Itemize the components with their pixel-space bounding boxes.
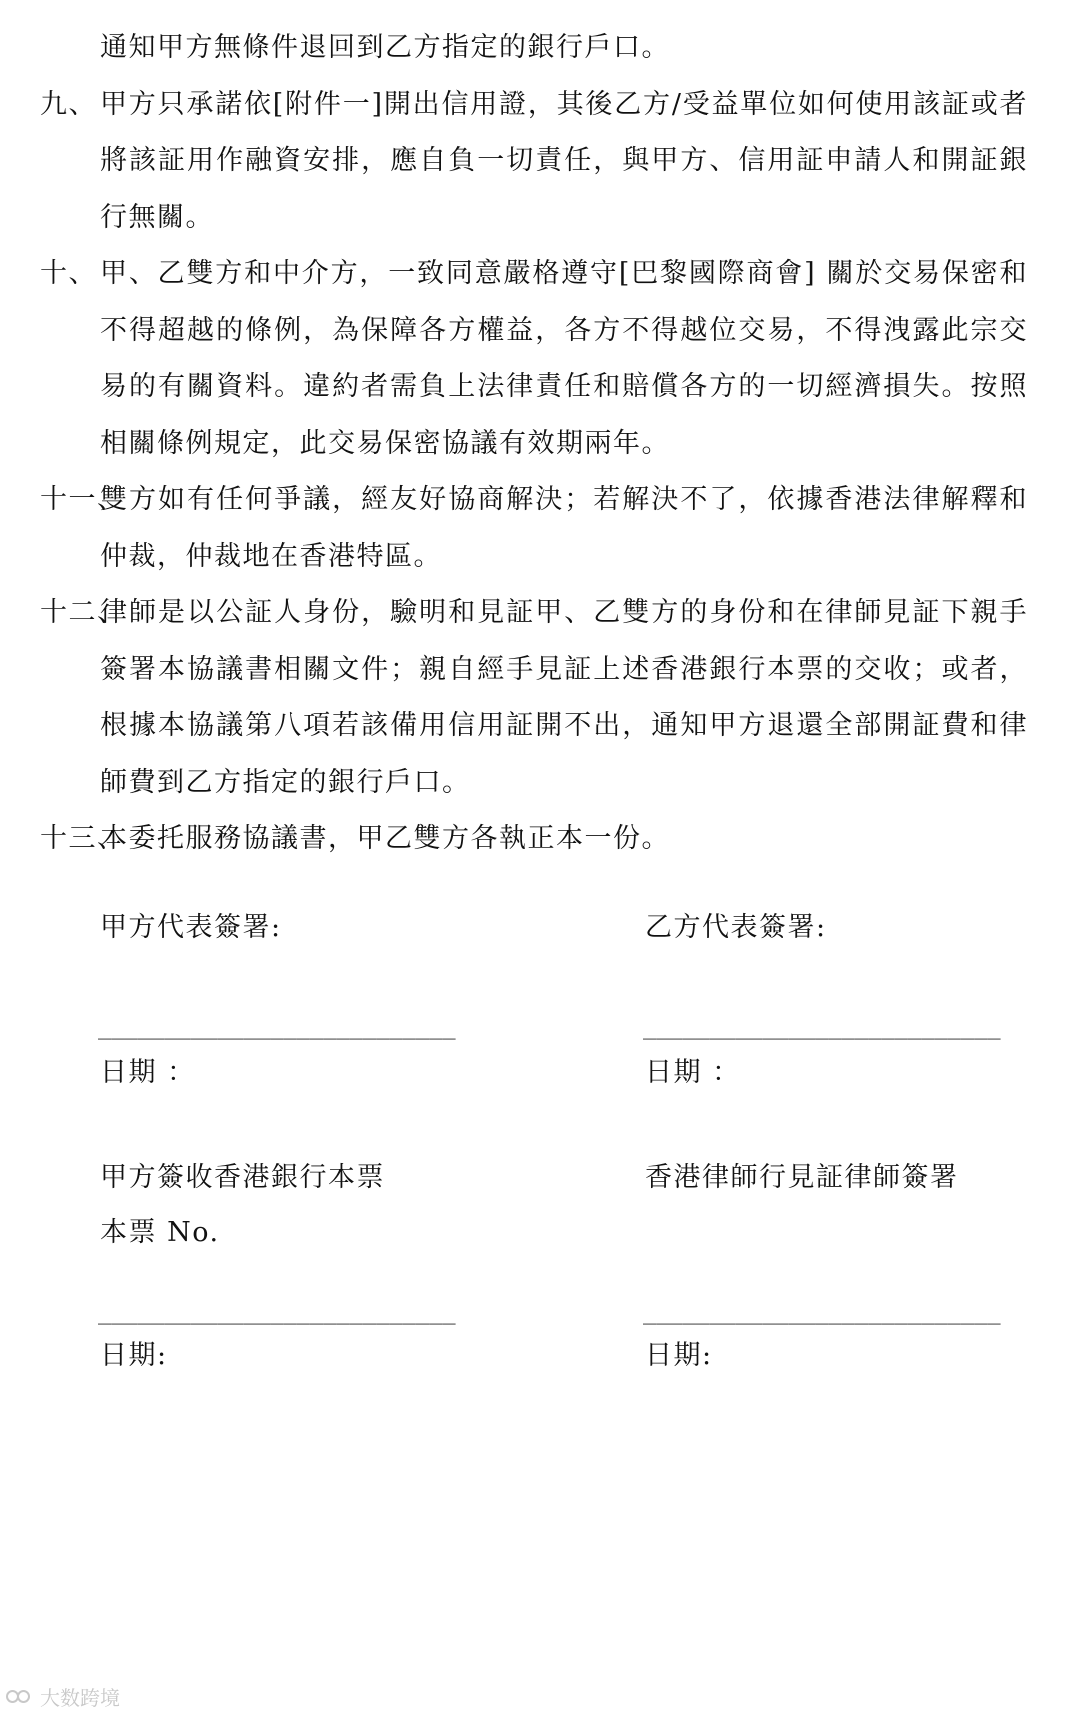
party-b-signature-line: ___________________________: [643, 1015, 1001, 1040]
cheque-number-label: 本票 No.: [100, 1217, 220, 1248]
lawyer-date-label: 日期:: [645, 1340, 713, 1371]
clause-9: [0, 77, 1080, 247]
lawyer-signature-line: ___________________________: [643, 1300, 1001, 1325]
clause-10: [0, 246, 1080, 472]
cheque-signature-line: ___________________________: [98, 1300, 456, 1325]
clause-text: 雙方如有任何爭議，經友好協商解決；若解決不了，依據香港法律解釋和仲裁，仲裁地在香港特區。: [100, 484, 1028, 572]
clause-number: 十、: [40, 258, 97, 289]
cheque-receipt-label: 甲方簽收香港銀行本票: [100, 1162, 385, 1193]
clause-number: 十二、: [40, 597, 126, 628]
clause-text: 甲方只承諾依[附件一]開出信用證，其後乙方/受益單位如何使用該証或者將該証用作融資安排，應自負一切責任，與甲方、信用証申請人和開証銀行無關。: [100, 88, 1028, 233]
clause-8-continuation: [0, 20, 1080, 77]
clause-11: [0, 472, 1080, 585]
clause-12: [0, 585, 1080, 811]
lawyer-signature-label: 香港律師行見証律師簽署: [645, 1162, 959, 1193]
clause-13: [0, 811, 1080, 868]
party-b-signature-label: 乙方代表簽署:: [645, 912, 827, 943]
clause-number: 十三、: [40, 823, 126, 854]
clause-text: 律師是以公証人身份，驗明和見証甲、乙雙方的身份和在律師見証下親手簽署本協議書相關文件；親自經手見証上述香港銀行本票的交收；或者，根據本協議第八項若該備用信用証開不出，通知甲方退還全部開証費和律師費到乙方指定的銀行戶口。: [100, 597, 1028, 798]
logo-icon: [6, 1687, 36, 1707]
party-b-date-label: 日期 ：: [645, 1057, 741, 1088]
clause-list: [0, 20, 1080, 868]
party-a-signature-line: ___________________________: [98, 1015, 456, 1040]
clause-text: 通知甲方無條件退回到乙方指定的銀行戶口。: [100, 32, 670, 63]
watermark-text: 大数跨境: [40, 1686, 120, 1710]
party-a-signature-label: 甲方代表簽署:: [100, 912, 282, 943]
clause-text: 本委托服務協議書，甲乙雙方各執正本一份。: [100, 823, 670, 854]
party-a-date-label: 日期 ：: [100, 1057, 196, 1088]
clause-number: 十一、: [40, 484, 126, 515]
cheque-date-label: 日期:: [100, 1340, 168, 1371]
watermark: [6, 1682, 120, 1711]
clause-text: 甲、乙雙方和中介方，一致同意嚴格遵守[巴黎國際商會] 關於交易保密和不得超越的條例，為保障各方權益，各方不得越位交易，不得洩露此宗交易的有關資料。違約者需負上法律責任和賠償各方的一切經濟損失。按照相關條例規定，此交易保密協議有效期兩年。: [100, 258, 1028, 459]
clause-number: 九、: [40, 88, 97, 120]
